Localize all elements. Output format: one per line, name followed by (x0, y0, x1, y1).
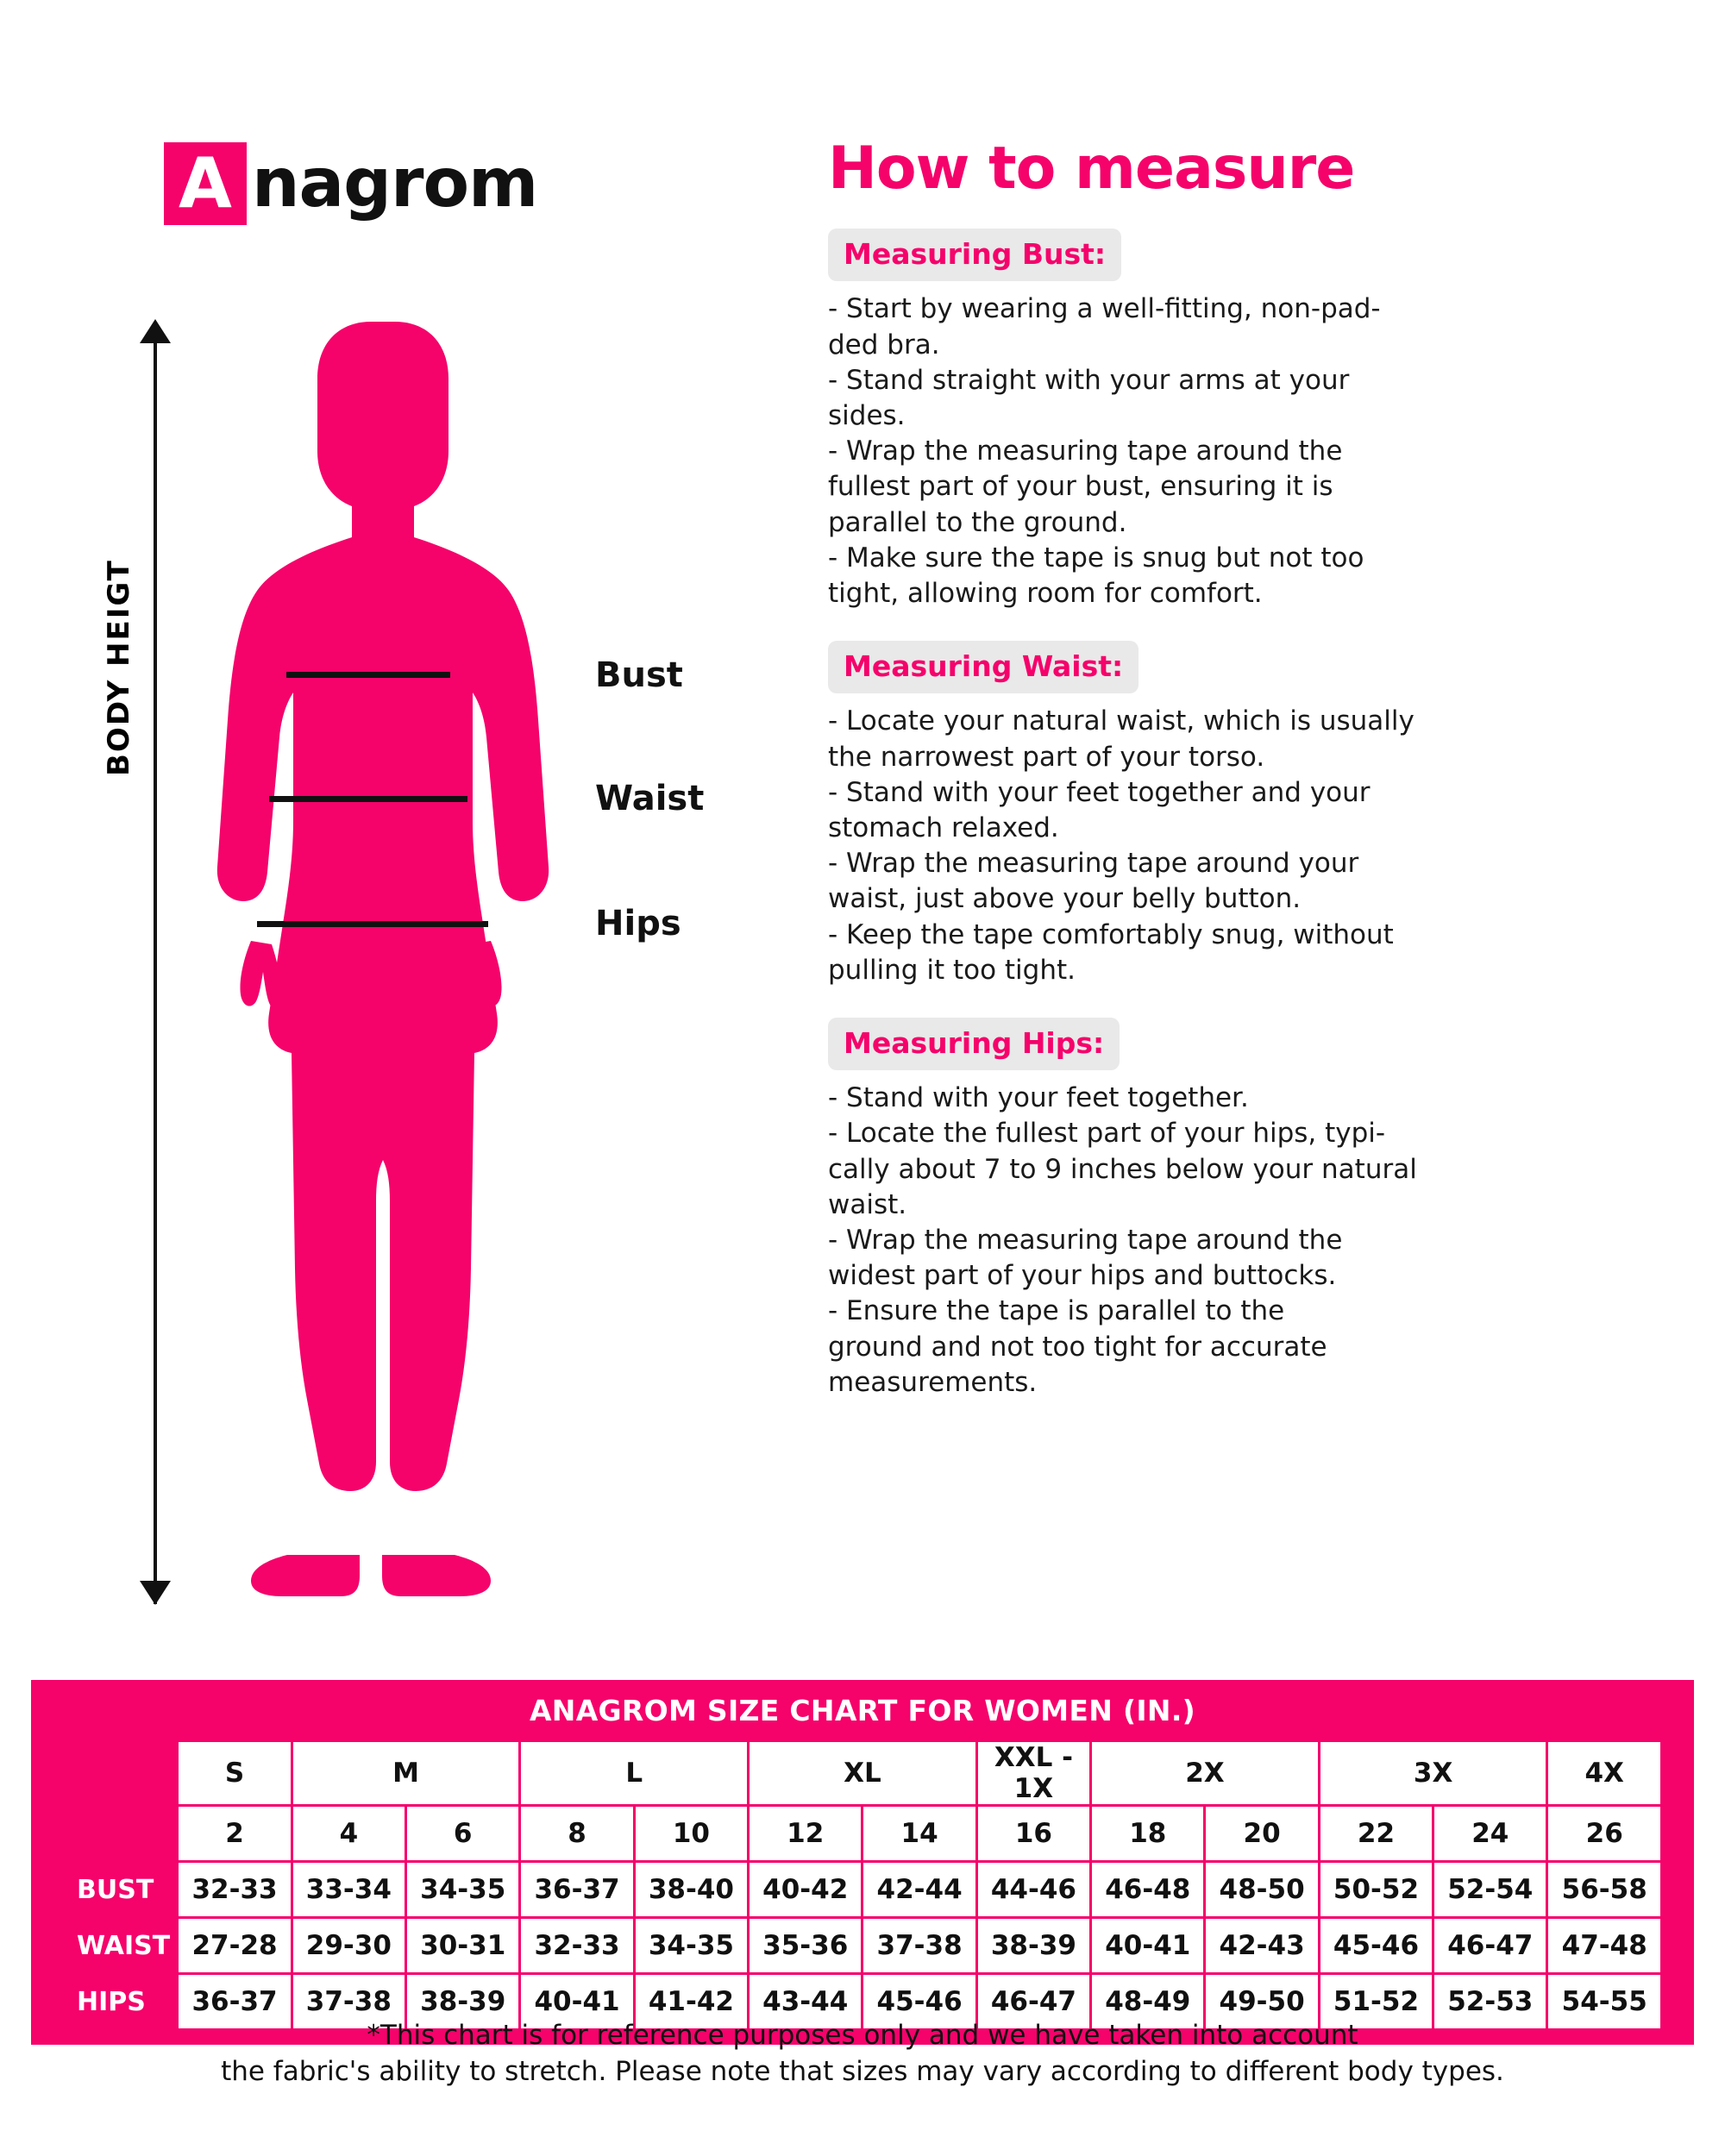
text-line: - Keep the tape comfortably snug, without (828, 918, 1394, 950)
measure-cell: 50-52 (1319, 1862, 1433, 1918)
text-line: widest part of your hips and buttocks. (828, 1260, 1337, 1292)
measure-cell: 27-28 (178, 1918, 292, 1974)
text-line: - Stand with your feet together. (828, 1082, 1249, 1114)
measure-cell: 38-40 (634, 1862, 748, 1918)
text-line: measurements. (828, 1366, 1038, 1398)
text-line: - Wrap the measuring tape around the (828, 436, 1343, 467)
measure-cell: 51-52 (1319, 1974, 1433, 2030)
measure-cell: 54-55 (1547, 1974, 1662, 2030)
measuring-waist-heading (828, 641, 1138, 693)
waist-label: Waist (595, 779, 705, 818)
measure-cell: 36-37 (178, 1974, 292, 2030)
text-line: parallel to the ground. (828, 506, 1127, 538)
measure-cell: 49-50 (1205, 1974, 1319, 2030)
size-chart-panel (31, 1680, 1694, 2045)
measure-cell: 52-53 (1433, 1974, 1547, 2030)
measure-cell: 45-46 (1319, 1918, 1433, 1974)
table-row-waist (64, 1918, 1662, 1974)
measure-cell: 42-44 (862, 1862, 976, 1918)
text-line: cally about 7 to 9 inches below your natural (828, 1153, 1417, 1185)
measuring-waist-body (828, 704, 1570, 988)
table-row-sizes (64, 1741, 1662, 1806)
text-line: waist, just above your belly button. (828, 883, 1302, 915)
measuring-bust-heading (828, 229, 1121, 281)
footnote-line: *This chart is for reference purposes only and we have taken into account (367, 2020, 1358, 2051)
text-line: - Wrap the measuring tape around the (828, 1224, 1343, 1256)
measure-cell: 38-39 (406, 1974, 520, 2030)
row-header-waist: WAIST (64, 1918, 178, 1974)
measure-cell: 29-30 (292, 1918, 405, 1974)
measure-cell: 35-36 (749, 1918, 862, 1974)
size-cell: 2X (1091, 1741, 1320, 1806)
text-line: pulling it too tight. (828, 954, 1076, 986)
numeric-cell: 8 (520, 1806, 634, 1862)
measuring-hips-heading (828, 1018, 1120, 1070)
measure-cell: 56-58 (1547, 1862, 1662, 1918)
measure-cell: 42-43 (1205, 1918, 1319, 1974)
measure-cell: 40-41 (520, 1974, 634, 2030)
row-header-hips: HIPS (64, 1974, 178, 2030)
measure-cell: 37-38 (292, 1974, 405, 2030)
logo-mark-letter: A (164, 142, 247, 225)
size-cell: 3X (1319, 1741, 1547, 1806)
numeric-cell: 20 (1205, 1806, 1319, 1862)
measure-cell: 37-38 (862, 1918, 976, 1974)
measure-cell: 52-54 (1433, 1862, 1547, 1918)
measure-cell: 34-35 (634, 1918, 748, 1974)
waist-measure-line (269, 796, 467, 802)
text-line: - Wrap the measuring tape around your (828, 848, 1359, 880)
measure-cell: 33-34 (292, 1862, 405, 1918)
measure-cell: 32-33 (520, 1918, 634, 1974)
text-line: - Ensure the tape is parallel to the (828, 1295, 1285, 1327)
numeric-cell: 12 (749, 1806, 862, 1862)
chart-footnote (0, 2018, 1725, 2090)
numeric-cell: 18 (1091, 1806, 1205, 1862)
page-title: How to measure (828, 135, 1355, 203)
measuring-waist-label: Measuring Waist: (844, 649, 1124, 684)
text-line: waist. (828, 1188, 907, 1220)
measure-cell: 47-48 (1547, 1918, 1662, 1974)
text-line: - Make sure the tape is snug but not too (828, 542, 1364, 573)
corner-cell (64, 1741, 178, 1806)
hips-measure-line (257, 921, 488, 927)
bust-label: Bust (595, 655, 683, 695)
measure-cell: 46-48 (1091, 1862, 1205, 1918)
size-cell: XL (749, 1741, 977, 1806)
measure-cell: 48-50 (1205, 1862, 1319, 1918)
female-body-silhouette (185, 306, 556, 1617)
size-cell: XXL - 1X (976, 1741, 1090, 1806)
text-line: fullest part of your bust, ensuring it is (828, 471, 1333, 503)
measure-cell: 45-46 (862, 1974, 976, 2030)
text-line: the narrowest part of your torso. (828, 741, 1265, 773)
size-cell: M (292, 1741, 520, 1806)
measure-cell: 40-41 (1091, 1918, 1205, 1974)
table-row-bust (64, 1862, 1662, 1918)
body-height-label: BODY HEIGT (102, 559, 136, 776)
numeric-cell: 6 (406, 1806, 520, 1862)
measuring-bust-label: Measuring Bust: (844, 237, 1107, 272)
measure-cell: 30-31 (406, 1918, 520, 1974)
size-cell: 4X (1547, 1741, 1662, 1806)
measuring-hips-label: Measuring Hips: (844, 1026, 1105, 1061)
text-line: - Stand straight with your arms at your (828, 364, 1350, 396)
measure-cell: 36-37 (520, 1862, 634, 1918)
height-arrow-line (154, 341, 157, 1604)
text-line: - Locate your natural waist, which is usually (828, 705, 1414, 737)
numeric-cell: 16 (976, 1806, 1090, 1862)
corner-cell (64, 1806, 178, 1862)
measuring-bust-body (828, 291, 1570, 611)
measure-cell: 34-35 (406, 1862, 520, 1918)
text-line: - Locate the fullest part of your hips, typi- (828, 1118, 1386, 1150)
text-line: stomach relaxed. (828, 812, 1059, 844)
how-to-measure-panel (828, 135, 1570, 1430)
text-line: ground and not too tight for accurate (828, 1331, 1327, 1363)
footnote-line: the fabric's ability to stretch. Please note that sizes may vary according to different body types. (221, 2055, 1504, 2087)
measure-cell: 44-46 (976, 1862, 1090, 1918)
table-row-numeric (64, 1806, 1662, 1862)
size-chart-table (62, 1739, 1663, 2031)
measure-cell: 32-33 (178, 1862, 292, 1918)
numeric-cell: 4 (292, 1806, 405, 1862)
text-line: - Stand with your feet together and your (828, 776, 1371, 808)
measure-cell: 43-44 (749, 1974, 862, 2030)
text-line: ded bra. (828, 329, 940, 360)
measure-cell: 48-49 (1091, 1974, 1205, 2030)
numeric-cell: 14 (862, 1806, 976, 1862)
numeric-cell: 22 (1319, 1806, 1433, 1862)
bust-measure-line (286, 672, 450, 678)
measure-cell: 40-42 (749, 1862, 862, 1918)
row-header-bust: BUST (64, 1862, 178, 1918)
size-chart-title: ANAGROM SIZE CHART FOR WOMEN (IN.) (529, 1694, 1196, 1727)
height-arrow-down-icon (140, 1581, 171, 1605)
numeric-cell: 26 (1547, 1806, 1662, 1862)
hips-label: Hips (595, 904, 681, 943)
measuring-hips-body (828, 1081, 1570, 1401)
logo-wordmark: nagrom (252, 145, 538, 222)
measure-cell: 38-39 (976, 1918, 1090, 1974)
measure-cell: 46-47 (1433, 1918, 1547, 1974)
numeric-cell: 2 (178, 1806, 292, 1862)
measure-cell: 46-47 (976, 1974, 1090, 2030)
size-cell: S (178, 1741, 292, 1806)
text-line: sides. (828, 400, 906, 432)
text-line: tight, allowing room for comfort. (828, 578, 1263, 610)
numeric-cell: 10 (634, 1806, 748, 1862)
height-arrow-up-icon (140, 319, 171, 343)
measure-cell: 41-42 (634, 1974, 748, 2030)
size-cell: L (520, 1741, 749, 1806)
text-line: - Start by wearing a well-fitting, non-pad- (828, 293, 1381, 325)
brand-logo (164, 142, 537, 225)
numeric-cell: 24 (1433, 1806, 1547, 1862)
